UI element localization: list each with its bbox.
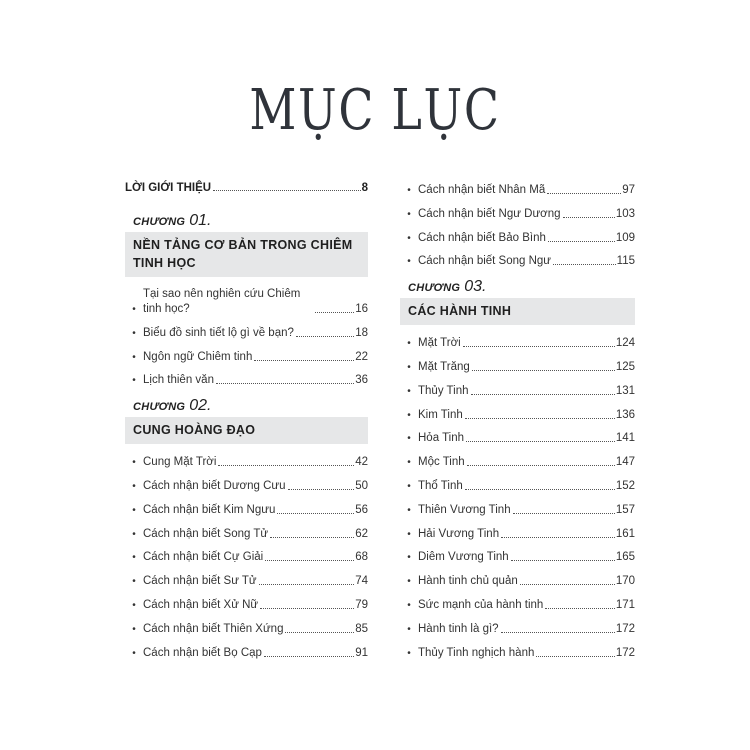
entry-label: Cách nhận biết Song Tử: [143, 527, 269, 540]
bullet-icon: •: [132, 599, 136, 611]
dot-leader: [536, 656, 614, 657]
dot-leader: [260, 608, 354, 609]
bullet-icon: •: [132, 552, 136, 564]
dot-leader: [265, 560, 354, 561]
toc-entry[interactable]: [125, 526, 368, 542]
page-number: 109: [615, 231, 635, 244]
bullet-icon: •: [407, 361, 411, 373]
toc-entry[interactable]: [400, 621, 635, 637]
bullet-icon: •: [407, 504, 411, 516]
dot-leader: [288, 489, 355, 490]
chapter-title[interactable]: CÁC HÀNH TINH: [400, 298, 635, 325]
bullet-icon: •: [132, 623, 136, 635]
toc-left-column: [125, 182, 368, 668]
entry-label: Cách nhận biết Kim Ngưu: [143, 503, 276, 516]
bullet-icon: •: [132, 528, 136, 540]
dot-leader: [471, 394, 615, 395]
dot-leader: [547, 193, 621, 194]
bullet-icon: •: [132, 647, 136, 659]
page-title: MỤC LỤC: [249, 78, 501, 143]
dot-leader: [315, 312, 354, 313]
bullet-icon: •: [132, 375, 136, 387]
dot-leader: [520, 584, 615, 585]
entry-label: Tại sao nên nghiên cứu Chiêm tinh học?: [143, 288, 301, 315]
entry-label: Cách nhận biết Thiên Xứng: [143, 622, 284, 635]
page-number: 16: [355, 303, 368, 315]
toc-entry[interactable]: [400, 478, 635, 494]
toc-entry[interactable]: [125, 325, 368, 341]
bullet-icon: •: [407, 338, 411, 350]
toc-entry[interactable]: [400, 407, 635, 423]
chapter-title[interactable]: CUNG HOÀNG ĐẠO: [125, 417, 368, 444]
chapter-label: [125, 211, 368, 229]
entry-label: Hải Vương Tinh: [418, 527, 500, 540]
chapter-label: [400, 277, 635, 295]
dot-leader: [296, 336, 354, 337]
chapter-number: 01.: [189, 212, 212, 229]
page-number: 125: [615, 360, 635, 373]
page-number: 79: [355, 598, 368, 611]
dot-leader: [216, 383, 354, 384]
dot-leader: [467, 465, 615, 466]
page-number: 165: [615, 551, 635, 564]
page-number: 8: [361, 182, 368, 194]
toc-entry[interactable]: [125, 454, 368, 470]
page-number: 91: [355, 646, 368, 659]
page-number: 147: [615, 456, 635, 469]
page-number: 85: [355, 622, 368, 635]
entry-label: Mặt Trăng: [418, 360, 470, 373]
bullet-icon: •: [407, 232, 411, 244]
entry-label: Diêm Vương Tinh: [418, 551, 509, 564]
dot-leader: [218, 465, 354, 466]
dot-leader: [472, 370, 615, 371]
toc-entry[interactable]: [125, 621, 368, 637]
dot-leader: [264, 656, 354, 657]
dot-leader: [277, 513, 354, 514]
dot-leader: [285, 632, 354, 633]
page-number: 124: [615, 337, 635, 350]
dot-leader: [463, 346, 615, 347]
bullet-icon: •: [407, 647, 411, 659]
bullet-icon: •: [407, 208, 411, 220]
chapter-number: 03.: [464, 278, 487, 296]
toc-entry[interactable]: [400, 383, 635, 399]
bullet-icon: •: [407, 185, 411, 196]
dot-leader: [513, 513, 615, 514]
entry-label: Cách nhận biết Sư Tử: [143, 575, 257, 588]
bullet-icon: •: [407, 457, 411, 469]
dot-leader: [259, 584, 355, 585]
page-number: 170: [615, 575, 635, 588]
dot-leader: [213, 190, 361, 191]
bullet-icon: •: [407, 599, 411, 611]
toc-entry-intro[interactable]: [125, 182, 368, 198]
bullet-icon: •: [407, 256, 411, 268]
entry-label: Sức mạnh của hành tinh: [418, 598, 544, 611]
entry-label: Thủy Tinh nghịch hành: [418, 646, 535, 659]
page-number: 42: [355, 456, 368, 469]
bullet-icon: •: [407, 623, 411, 635]
entry-label: Cung Mặt Trời: [143, 456, 217, 469]
page-number: 131: [615, 384, 635, 397]
dot-leader: [465, 418, 615, 419]
bullet-icon: •: [132, 576, 136, 588]
dot-leader: [501, 537, 615, 538]
toc-right-column: [400, 182, 635, 668]
bullet-icon: •: [407, 385, 411, 397]
toc-entry[interactable]: [400, 430, 635, 446]
page-number: 136: [615, 408, 635, 421]
page-number: 152: [615, 479, 635, 492]
bullet-icon: •: [407, 433, 411, 445]
bullet-icon: •: [407, 409, 411, 421]
toc-entry[interactable]: [400, 182, 635, 198]
bullet-icon: •: [132, 327, 136, 339]
dot-leader: [511, 560, 615, 561]
entry-label: Cách nhận biết Nhân Mã: [418, 184, 546, 196]
toc-entry[interactable]: [125, 549, 368, 565]
toc-entry[interactable]: [400, 573, 635, 589]
bullet-icon: •: [132, 351, 136, 363]
bullet-icon: •: [407, 552, 411, 564]
entry-label: Thủy Tinh: [418, 384, 469, 397]
chapter-label: [125, 396, 368, 414]
page-number: 50: [355, 479, 368, 492]
entry-label: Cách nhận biết Dương Cưu: [143, 479, 286, 492]
page-number: 36: [355, 374, 368, 387]
chapter-word: CHƯƠNG: [133, 216, 186, 228]
page-number: 74: [355, 575, 368, 588]
toc-entry[interactable]: [400, 454, 635, 470]
chapter-title[interactable]: NỀN TẢNG CƠ BẢN TRONG CHIÊM TINH HỌC: [125, 232, 368, 277]
bullet-icon: •: [407, 480, 411, 492]
entry-label: Hành tinh chủ quản: [418, 575, 518, 588]
entry-label: Ngôn ngữ Chiêm tinh: [143, 350, 253, 363]
dot-leader: [563, 217, 615, 218]
entry-label: Lịch thiên văn: [143, 374, 214, 387]
page-number: 103: [615, 207, 635, 220]
bullet-icon: •: [132, 457, 136, 469]
dot-leader: [553, 264, 616, 265]
bullet-icon: •: [132, 504, 136, 516]
toc-entry[interactable]: [125, 372, 368, 388]
toc-entry[interactable]: [125, 478, 368, 494]
toc-entry[interactable]: [125, 573, 368, 589]
toc-entry[interactable]: [400, 206, 635, 222]
page-number: 141: [615, 432, 635, 445]
dot-leader: [545, 608, 614, 609]
entry-label: Mặt Trời: [418, 337, 461, 350]
page-number: 68: [355, 551, 368, 564]
toc-entry[interactable]: [400, 597, 635, 613]
page-number: 171: [615, 598, 635, 611]
page-number: 172: [615, 646, 635, 659]
page-number: 22: [355, 350, 368, 363]
page-number: 161: [615, 527, 635, 540]
entry-label: Mộc Tinh: [418, 456, 465, 469]
page-number: 56: [355, 503, 368, 516]
page-number: 172: [615, 622, 635, 635]
page-number: 157: [615, 503, 635, 516]
page-number: 115: [616, 255, 635, 268]
dot-leader: [548, 241, 615, 242]
toc-entry[interactable]: [400, 335, 635, 351]
entry-label: Hỏa Tinh: [418, 432, 465, 445]
entry-label: Cách nhận biết Xử Nữ: [143, 598, 259, 611]
bullet-icon: •: [407, 528, 411, 540]
toc-entry[interactable]: [400, 359, 635, 375]
toc-entry[interactable]: [125, 349, 368, 365]
toc-entry[interactable]: [125, 597, 368, 613]
dot-leader: [254, 360, 354, 361]
toc-entry[interactable]: [400, 645, 635, 661]
toc-entry[interactable]: [125, 502, 368, 518]
entry-label: Cách nhận biết Bọ Cạp: [143, 646, 262, 659]
toc-entry[interactable]: [400, 526, 635, 542]
entry-label: Kim Tinh: [418, 408, 463, 421]
bullet-icon: •: [132, 480, 136, 492]
entry-label: Cách nhận biết Bảo Bình: [418, 231, 546, 244]
entry-label: Hành tinh là gì?: [418, 622, 499, 635]
entry-label: Cách nhận biết Ngư Dương: [418, 207, 561, 220]
chapter-number: 02.: [189, 397, 212, 415]
entry-label: Cách nhận biết Song Ngư: [418, 255, 552, 268]
entry-label: Thiên Vương Tinh: [418, 503, 511, 516]
toc-entry[interactable]: [125, 287, 368, 317]
toc-entry[interactable]: [400, 549, 635, 565]
toc-entry[interactable]: [400, 253, 635, 269]
chapter-word: CHƯƠNG: [133, 401, 186, 414]
toc-entry[interactable]: [400, 230, 635, 246]
dot-leader: [466, 441, 615, 442]
dot-leader: [270, 537, 354, 538]
entry-label: Biểu đồ sinh tiết lộ gì về bạn?: [143, 326, 294, 339]
dot-leader: [501, 632, 615, 633]
toc-entry[interactable]: [125, 645, 368, 661]
dot-leader: [465, 489, 615, 490]
page-number: 62: [355, 527, 368, 540]
bullet-icon: •: [132, 304, 136, 315]
entry-label: Cách nhận biết Cự Giải: [143, 551, 264, 564]
toc-entry[interactable]: [400, 502, 635, 518]
page-number: 97: [622, 184, 635, 196]
bullet-icon: •: [407, 576, 411, 588]
page-number: 18: [355, 326, 368, 339]
entry-label: Thổ Tinh: [418, 479, 463, 492]
chapter-word: CHƯƠNG: [408, 282, 461, 295]
intro-label: LỜI GIỚI THIỆU: [125, 182, 212, 194]
